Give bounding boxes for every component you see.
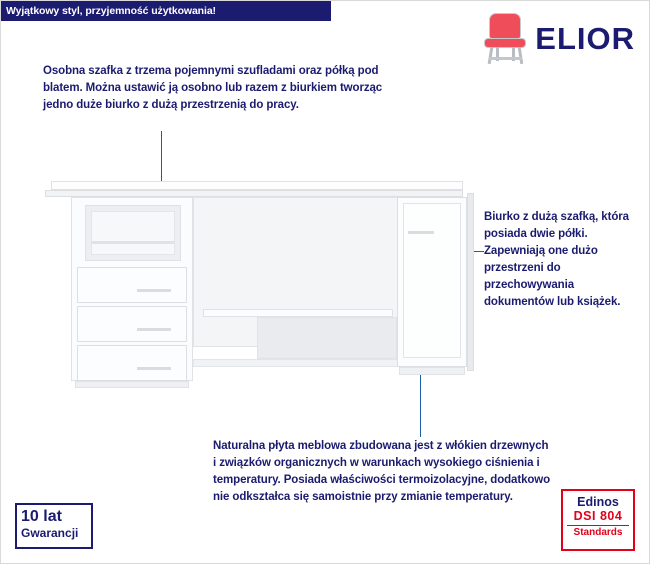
chair-rung [489,57,522,60]
open-shelf-divider [91,241,175,244]
desk-knee-space-shadow [257,317,397,359]
standards-label: Standards [567,525,629,539]
desk-lower-panel [193,359,399,367]
standards-code: DSI 804 [573,509,623,523]
chair-back [489,13,521,39]
callout-text-drawers: Osobna szafka z trzema pojemnymi szufladami oraz półką pod blatem. Można ustawić ją osobno lub razem z biurkiem tworząc jedno duże biurko z dużą przestrzenią do pracy. [43,65,383,111]
brand-logo [483,13,635,65]
open-shelf-interior [91,211,175,255]
drawer-front [77,267,187,303]
standards-brand: Edinos [577,495,619,509]
red-chair-icon [483,13,529,65]
cabinet-door [403,203,461,358]
standards-badge [561,489,635,551]
drawer-handle [137,328,171,331]
drawer-handle [137,289,171,292]
drawer-handle [137,367,171,370]
callout-text-material: Naturalna płyta meblowa zbudowana jest z włókien drzewnych i związków organicznych w warunkach wysokiego ciśnienia i temperatury. Posiada właściwości termoizolacyjne, dodatkowo nie odkształca się samoistnie przy zmianie temperatury. [213,440,551,503]
drawer-front [77,306,187,342]
drawer-front [77,345,187,381]
cabinet-plinth [399,367,465,375]
desk-top-edge [45,190,463,197]
banner-slogan: Wyjątkowy styl, przyjemność użytkowania! [1,1,331,21]
desk-cross-brace [203,309,393,317]
chair-leg [488,47,494,64]
cabinet-side-panel [467,193,474,371]
white-desk-with-drawers-and-cabinet [41,171,471,411]
cabinet-handle [408,231,434,234]
callout-text-cabinet: Biurko z dużą szafką, która posiada dwie półki. Zapewniają one dużo przestrzeni do przechowywania dokumentów lub książek. [484,211,629,308]
guarantee-badge [15,503,93,549]
brand-wordmark: ELIOR [535,21,635,56]
guarantee-years: 10 lat [21,508,62,525]
left-pedestal-plinth [75,381,189,388]
desk-top-surface [51,181,463,190]
guarantee-label: Gwarancji [21,526,79,540]
chair-leg [518,47,524,64]
